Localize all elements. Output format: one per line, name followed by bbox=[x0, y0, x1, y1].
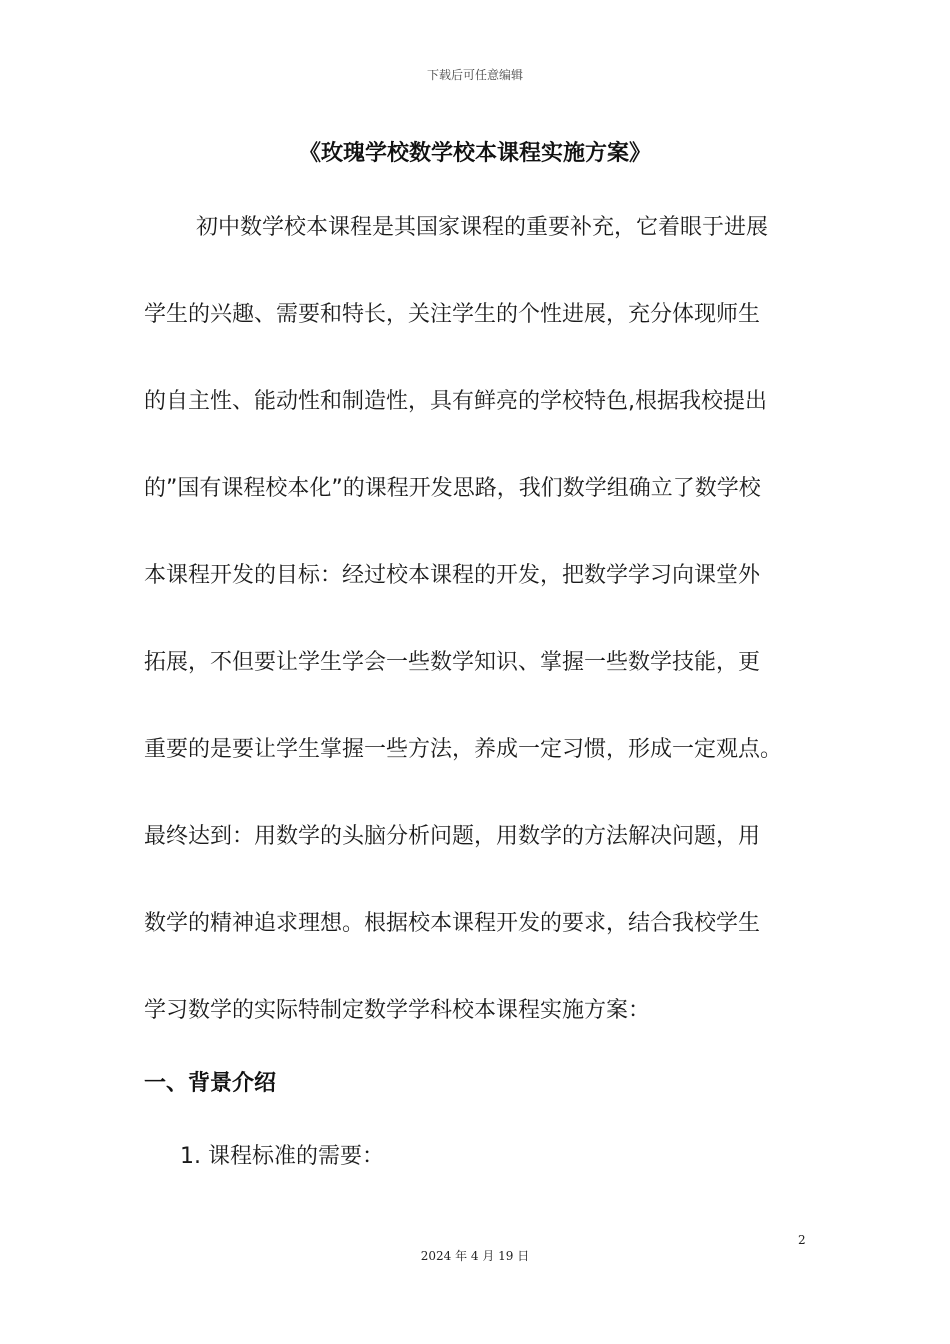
footer-date: 2024 年 4 月 19 日 bbox=[420, 1249, 530, 1263]
body-line-3: 的自主性、能动性和制造性，具有鲜亮的学校特色,根据我校提出 bbox=[144, 389, 767, 414]
body-line-7: 重要的是要让学生掌握一些方法，养成一定习惯，形成一定观点。 bbox=[144, 737, 783, 762]
body-line-8: 最终达到：用数学的头脑分析问题，用数学的方法解决问题，用 bbox=[144, 824, 761, 849]
body-line-6: 拓展，不但要让学生学会一些数学知识、掌握一些数学技能，更 bbox=[144, 650, 761, 675]
body-line-2: 学生的兴趣、需要和特长，关注学生的个性进展，充分体现师生 bbox=[144, 302, 761, 327]
document-title: 《玫瑰学校数学校本课程实施方案》 bbox=[298, 141, 651, 166]
list-item: 1. 课程标准的需要： bbox=[180, 1144, 384, 1169]
body-line-10: 学习数学的实际特制定数学学科校本课程实施方案： bbox=[144, 998, 651, 1023]
page-header-note: 下载后可任意编辑 bbox=[426, 68, 523, 82]
body-line-1: 初中数学校本课程是其国家课程的重要补充，它着眼于进展 bbox=[196, 215, 769, 240]
body-line-9: 数学的精神追求理想。根据校本课程开发的要求，结合我校学生 bbox=[144, 911, 761, 936]
body-line-4: 的”国有课程校本化”的课程开发思路，我们数学组确立了数学校 bbox=[144, 476, 761, 501]
page-number: 2 bbox=[798, 1233, 806, 1247]
body-line-5: 本课程开发的目标：经过校本课程的开发，把数学学习向课堂外 bbox=[144, 563, 761, 588]
section-heading: 一、背景介绍 bbox=[144, 1071, 277, 1096]
